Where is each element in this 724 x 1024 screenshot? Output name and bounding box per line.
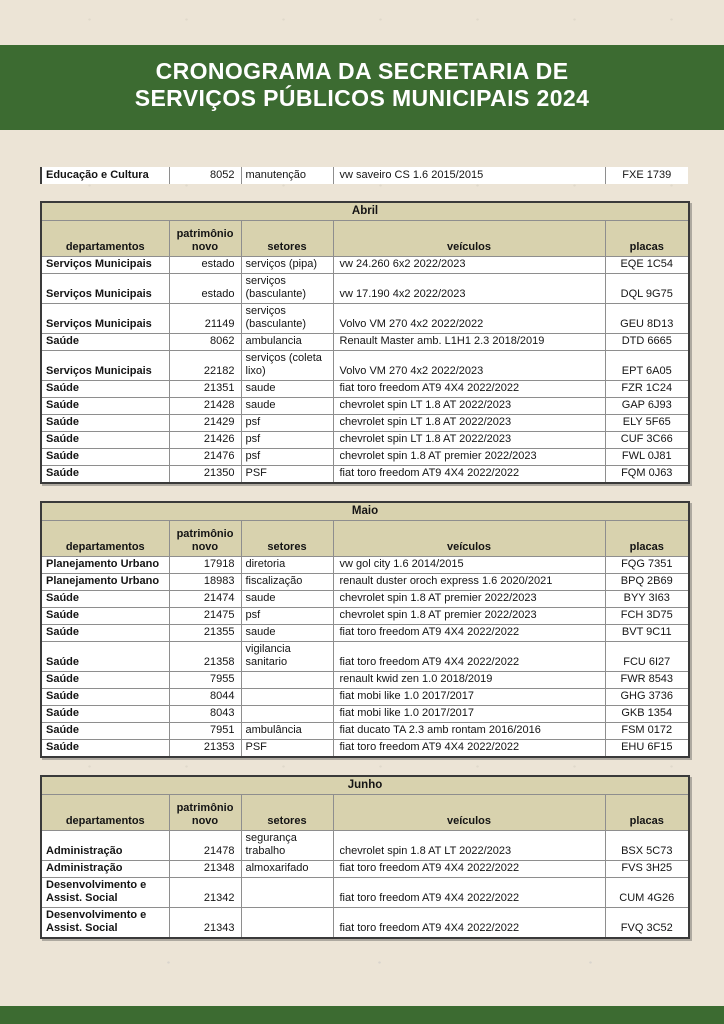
table-cell-veiculo: chevrolet spin 1.8 AT premier 2022/2023 xyxy=(333,449,605,466)
table-cell-setor xyxy=(241,689,333,706)
table-cell-departamento: Saúde xyxy=(41,689,169,706)
table-row xyxy=(41,591,689,608)
table-cell-placa: FCU 6I27 xyxy=(605,642,689,672)
table-cell-veiculo: vw 17.190 4x2 2022/2023 xyxy=(333,274,605,304)
table-cell-departamento: Saúde xyxy=(41,608,169,625)
table-cell-veiculo: Volvo VM 270 4x2 2022/2023 xyxy=(333,351,605,381)
table-cell-patrimonio: 21358 xyxy=(169,642,241,672)
table-cell-setor xyxy=(241,706,333,723)
column-header: placas xyxy=(605,795,689,831)
table-cell-departamento: Saúde xyxy=(41,706,169,723)
table-row xyxy=(41,861,689,878)
table-cell-setor: ambulancia xyxy=(241,334,333,351)
table-cell-patrimonio: 8043 xyxy=(169,706,241,723)
column-header: veículos xyxy=(333,795,605,831)
table-row xyxy=(41,908,689,939)
table-cell-departamento: Administração xyxy=(41,861,169,878)
page-title-line-1: CRONOGRAMA DA SECRETARIA DE xyxy=(155,58,569,84)
table-cell-veiculo: fiat mobi like 1.0 2017/2017 xyxy=(333,689,605,706)
table-cell-veiculo: chevrolet spin LT 1.8 AT 2022/2023 xyxy=(333,432,605,449)
table-cell-setor: manutenção xyxy=(241,167,333,184)
table-cell-patrimonio: 21476 xyxy=(169,449,241,466)
table-cell-departamento: Saúde xyxy=(41,591,169,608)
table-cell-patrimonio: 21351 xyxy=(169,381,241,398)
table-cell-patrimonio: 21343 xyxy=(169,908,241,939)
table-row xyxy=(41,432,689,449)
table-cell-placa: EQE 1C54 xyxy=(605,257,689,274)
table-cell-veiculo: fiat toro freedom AT9 4X4 2022/2022 xyxy=(333,381,605,398)
table-cell-patrimonio: estado xyxy=(169,257,241,274)
page-header-band xyxy=(0,45,724,130)
table-cell-setor: PSF xyxy=(241,466,333,484)
table-cell-departamento: Educação e Cultura xyxy=(41,167,169,184)
table-cell-setor: serviços (pipa) xyxy=(241,257,333,274)
table-cell-placa: BVT 9C11 xyxy=(605,625,689,642)
table-cell-departamento: Saúde xyxy=(41,642,169,672)
table-cell-placa: FCH 3D75 xyxy=(605,608,689,625)
table-cell-departamento: Serviços Municipais xyxy=(41,351,169,381)
table-row xyxy=(41,304,689,334)
table-row xyxy=(41,672,689,689)
column-header-row xyxy=(41,221,689,257)
table-cell-veiculo: vw 24.260 6x2 2022/2023 xyxy=(333,257,605,274)
table-cell-patrimonio: 21426 xyxy=(169,432,241,449)
table-cell-setor xyxy=(241,908,333,939)
table-cell-patrimonio: 21478 xyxy=(169,831,241,861)
table-cell-placa: FQG 7351 xyxy=(605,557,689,574)
table-cell-departamento: Saúde xyxy=(41,415,169,432)
table-cell-placa: EHU 6F15 xyxy=(605,740,689,758)
column-header-row xyxy=(41,795,689,831)
table-cell-veiculo: fiat ducato TA 2.3 amb rontam 2016/2016 xyxy=(333,723,605,740)
table-cell-departamento: Administração xyxy=(41,831,169,861)
table-cell-setor: saude xyxy=(241,381,333,398)
table-row xyxy=(41,706,689,723)
table-cell-departamento: Saúde xyxy=(41,672,169,689)
table-cell-setor: ambulância xyxy=(241,723,333,740)
table-cell-patrimonio: 18983 xyxy=(169,574,241,591)
page-content xyxy=(40,167,688,939)
table-row xyxy=(41,689,689,706)
table-cell-patrimonio: 22182 xyxy=(169,351,241,381)
table-row xyxy=(41,257,689,274)
table-cell-veiculo: vw saveiro CS 1.6 2015/2015 xyxy=(333,167,605,184)
month-table xyxy=(40,775,690,939)
table-cell-placa: GKB 1354 xyxy=(605,706,689,723)
table-cell-veiculo: fiat toro freedom AT9 4X4 2022/2022 xyxy=(333,908,605,939)
table-cell-placa: CUF 3C66 xyxy=(605,432,689,449)
table-cell-veiculo: Renault Master amb. L1H1 2.3 2018/2019 xyxy=(333,334,605,351)
table-cell-veiculo: Volvo VM 270 4x2 2022/2022 xyxy=(333,304,605,334)
column-header: departamentos xyxy=(41,795,169,831)
column-header: departamentos xyxy=(41,521,169,557)
table-cell-setor xyxy=(241,672,333,689)
table-cell-placa: FVS 3H25 xyxy=(605,861,689,878)
table-cell-patrimonio: 21350 xyxy=(169,466,241,484)
table-cell-setor: saude xyxy=(241,398,333,415)
table-cell-patrimonio: 8044 xyxy=(169,689,241,706)
month-tables-container xyxy=(40,201,688,939)
table-cell-setor: serviços (coleta lixo) xyxy=(241,351,333,381)
table-cell-placa: FZR 1C24 xyxy=(605,381,689,398)
table-cell-placa: BPQ 2B69 xyxy=(605,574,689,591)
table-cell-departamento: Desenvolvimento e Assist. Social xyxy=(41,878,169,908)
column-header: setores xyxy=(241,521,333,557)
table-cell-setor: psf xyxy=(241,608,333,625)
table-row xyxy=(41,334,689,351)
table-cell-veiculo: chevrolet spin 1.8 AT LT 2022/2023 xyxy=(333,831,605,861)
table-cell-patrimonio: 21149 xyxy=(169,304,241,334)
table-cell-placa: FWR 8543 xyxy=(605,672,689,689)
table-cell-departamento: Saúde xyxy=(41,740,169,758)
table-cell-setor: saude xyxy=(241,591,333,608)
table-cell-veiculo: fiat toro freedom AT9 4X4 2022/2022 xyxy=(333,642,605,672)
table-cell-setor: segurança trabalho xyxy=(241,831,333,861)
table-cell-patrimonio: 17918 xyxy=(169,557,241,574)
table-cell-departamento: Saúde xyxy=(41,334,169,351)
table-cell-placa: ELY 5F65 xyxy=(605,415,689,432)
table-cell-placa: FQM 0J63 xyxy=(605,466,689,484)
table-row xyxy=(41,608,689,625)
table-cell-setor: psf xyxy=(241,449,333,466)
table-cell-departamento: Serviços Municipais xyxy=(41,274,169,304)
table-row xyxy=(41,381,689,398)
table-cell-veiculo: fiat toro freedom AT9 4X4 2022/2022 xyxy=(333,625,605,642)
table-cell-patrimonio: 21342 xyxy=(169,878,241,908)
column-header: veículos xyxy=(333,221,605,257)
table-row xyxy=(41,167,688,184)
month-title: Abril xyxy=(41,202,689,221)
table-row xyxy=(41,466,689,484)
table-row xyxy=(41,415,689,432)
table-row xyxy=(41,831,689,861)
table-cell-placa: EPT 6A05 xyxy=(605,351,689,381)
month-title-row xyxy=(41,776,689,795)
table-cell-veiculo: fiat toro freedom AT9 4X4 2022/2022 xyxy=(333,740,605,758)
table-cell-departamento: Saúde xyxy=(41,449,169,466)
table-cell-departamento: Saúde xyxy=(41,381,169,398)
month-title: Junho xyxy=(41,776,689,795)
table-cell-setor: fiscalização xyxy=(241,574,333,591)
month-table xyxy=(40,201,690,484)
table-row xyxy=(41,351,689,381)
table-cell-departamento: Planejamento Urbano xyxy=(41,574,169,591)
table-cell-departamento: Saúde xyxy=(41,625,169,642)
table-cell-placa: FXE 1739 xyxy=(605,167,688,184)
column-header: departamentos xyxy=(41,221,169,257)
table-cell-setor: PSF xyxy=(241,740,333,758)
partial-table-clip xyxy=(40,167,688,184)
column-header: placas xyxy=(605,521,689,557)
table-cell-departamento: Saúde xyxy=(41,398,169,415)
table-cell-veiculo: fiat mobi like 1.0 2017/2017 xyxy=(333,706,605,723)
table-row xyxy=(41,740,689,758)
table-cell-setor: diretoria xyxy=(241,557,333,574)
table-cell-veiculo: chevrolet spin LT 1.8 AT 2022/2023 xyxy=(333,398,605,415)
table-cell-departamento: Saúde xyxy=(41,432,169,449)
table-row xyxy=(41,557,689,574)
table-cell-setor xyxy=(241,878,333,908)
table-row xyxy=(41,642,689,672)
page-footer-band xyxy=(0,1006,724,1024)
table-cell-placa: GEU 8D13 xyxy=(605,304,689,334)
table-cell-patrimonio: 21355 xyxy=(169,625,241,642)
table-cell-setor: saude xyxy=(241,625,333,642)
table-cell-placa: DQL 9G75 xyxy=(605,274,689,304)
column-header: placas xyxy=(605,221,689,257)
table-cell-setor: serviços (basculante) xyxy=(241,304,333,334)
table-cell-patrimonio: 8052 xyxy=(169,167,241,184)
table-cell-setor: almoxarifado xyxy=(241,861,333,878)
table-cell-setor: vigilancia sanitario xyxy=(241,642,333,672)
table-cell-setor: psf xyxy=(241,432,333,449)
column-header: patrimônio novo xyxy=(169,795,241,831)
table-row xyxy=(41,574,689,591)
table-cell-patrimonio: 7951 xyxy=(169,723,241,740)
table-cell-departamento: Saúde xyxy=(41,466,169,484)
table-cell-patrimonio: 21348 xyxy=(169,861,241,878)
table-row xyxy=(41,398,689,415)
month-title: Maio xyxy=(41,502,689,521)
table-cell-veiculo: chevrolet spin LT 1.8 AT 2022/2023 xyxy=(333,415,605,432)
table-cell-patrimonio: 21474 xyxy=(169,591,241,608)
table-cell-patrimonio: estado xyxy=(169,274,241,304)
column-header: patrimônio novo xyxy=(169,521,241,557)
table-cell-placa: CUM 4G26 xyxy=(605,878,689,908)
table-cell-patrimonio: 21429 xyxy=(169,415,241,432)
table-row xyxy=(41,723,689,740)
page-title-line-2: SERVIÇOS PÚBLICOS MUNICIPAIS 2024 xyxy=(134,85,590,111)
table-row xyxy=(41,274,689,304)
table-cell-veiculo: renault duster oroch express 1.6 2020/2021 xyxy=(333,574,605,591)
table-cell-veiculo: fiat toro freedom AT9 4X4 2022/2022 xyxy=(333,861,605,878)
table-cell-departamento: Serviços Municipais xyxy=(41,304,169,334)
table-cell-patrimonio: 7955 xyxy=(169,672,241,689)
table-cell-placa: GAP 6J93 xyxy=(605,398,689,415)
table-cell-placa: GHG 3736 xyxy=(605,689,689,706)
month-table xyxy=(40,501,690,758)
column-header: setores xyxy=(241,221,333,257)
table-cell-placa: BSX 5C73 xyxy=(605,831,689,861)
table-cell-setor: serviços (basculante) xyxy=(241,274,333,304)
table-cell-patrimonio: 21428 xyxy=(169,398,241,415)
table-cell-departamento: Serviços Municipais xyxy=(41,257,169,274)
table-cell-veiculo: chevrolet spin 1.8 AT premier 2022/2023 xyxy=(333,608,605,625)
column-header-row xyxy=(41,521,689,557)
table-cell-veiculo: vw gol city 1.6 2014/2015 xyxy=(333,557,605,574)
table-cell-placa: FWL 0J81 xyxy=(605,449,689,466)
table-cell-departamento: Planejamento Urbano xyxy=(41,557,169,574)
table-cell-veiculo: renault kwid zen 1.0 2018/2019 xyxy=(333,672,605,689)
column-header: patrimônio novo xyxy=(169,221,241,257)
table-cell-patrimonio: 21353 xyxy=(169,740,241,758)
column-header: setores xyxy=(241,795,333,831)
table-cell-veiculo: fiat toro freedom AT9 4X4 2022/2022 xyxy=(333,878,605,908)
table-cell-veiculo: chevrolet spin 1.8 AT premier 2022/2023 xyxy=(333,591,605,608)
table-cell-placa: FVQ 3C52 xyxy=(605,908,689,939)
table-row xyxy=(41,449,689,466)
month-title-row xyxy=(41,202,689,221)
table-cell-setor: psf xyxy=(241,415,333,432)
table-cell-placa: DTD 6665 xyxy=(605,334,689,351)
table-row xyxy=(41,878,689,908)
table-cell-veiculo: fiat toro freedom AT9 4X4 2022/2022 xyxy=(333,466,605,484)
partial-table xyxy=(40,167,688,184)
month-title-row xyxy=(41,502,689,521)
column-header: veículos xyxy=(333,521,605,557)
table-row xyxy=(41,625,689,642)
table-cell-departamento: Desenvolvimento e Assist. Social xyxy=(41,908,169,939)
table-cell-patrimonio: 8062 xyxy=(169,334,241,351)
table-cell-placa: FSM 0172 xyxy=(605,723,689,740)
page-title xyxy=(0,45,724,112)
table-cell-placa: BYY 3I63 xyxy=(605,591,689,608)
table-cell-patrimonio: 21475 xyxy=(169,608,241,625)
table-cell-departamento: Saúde xyxy=(41,723,169,740)
